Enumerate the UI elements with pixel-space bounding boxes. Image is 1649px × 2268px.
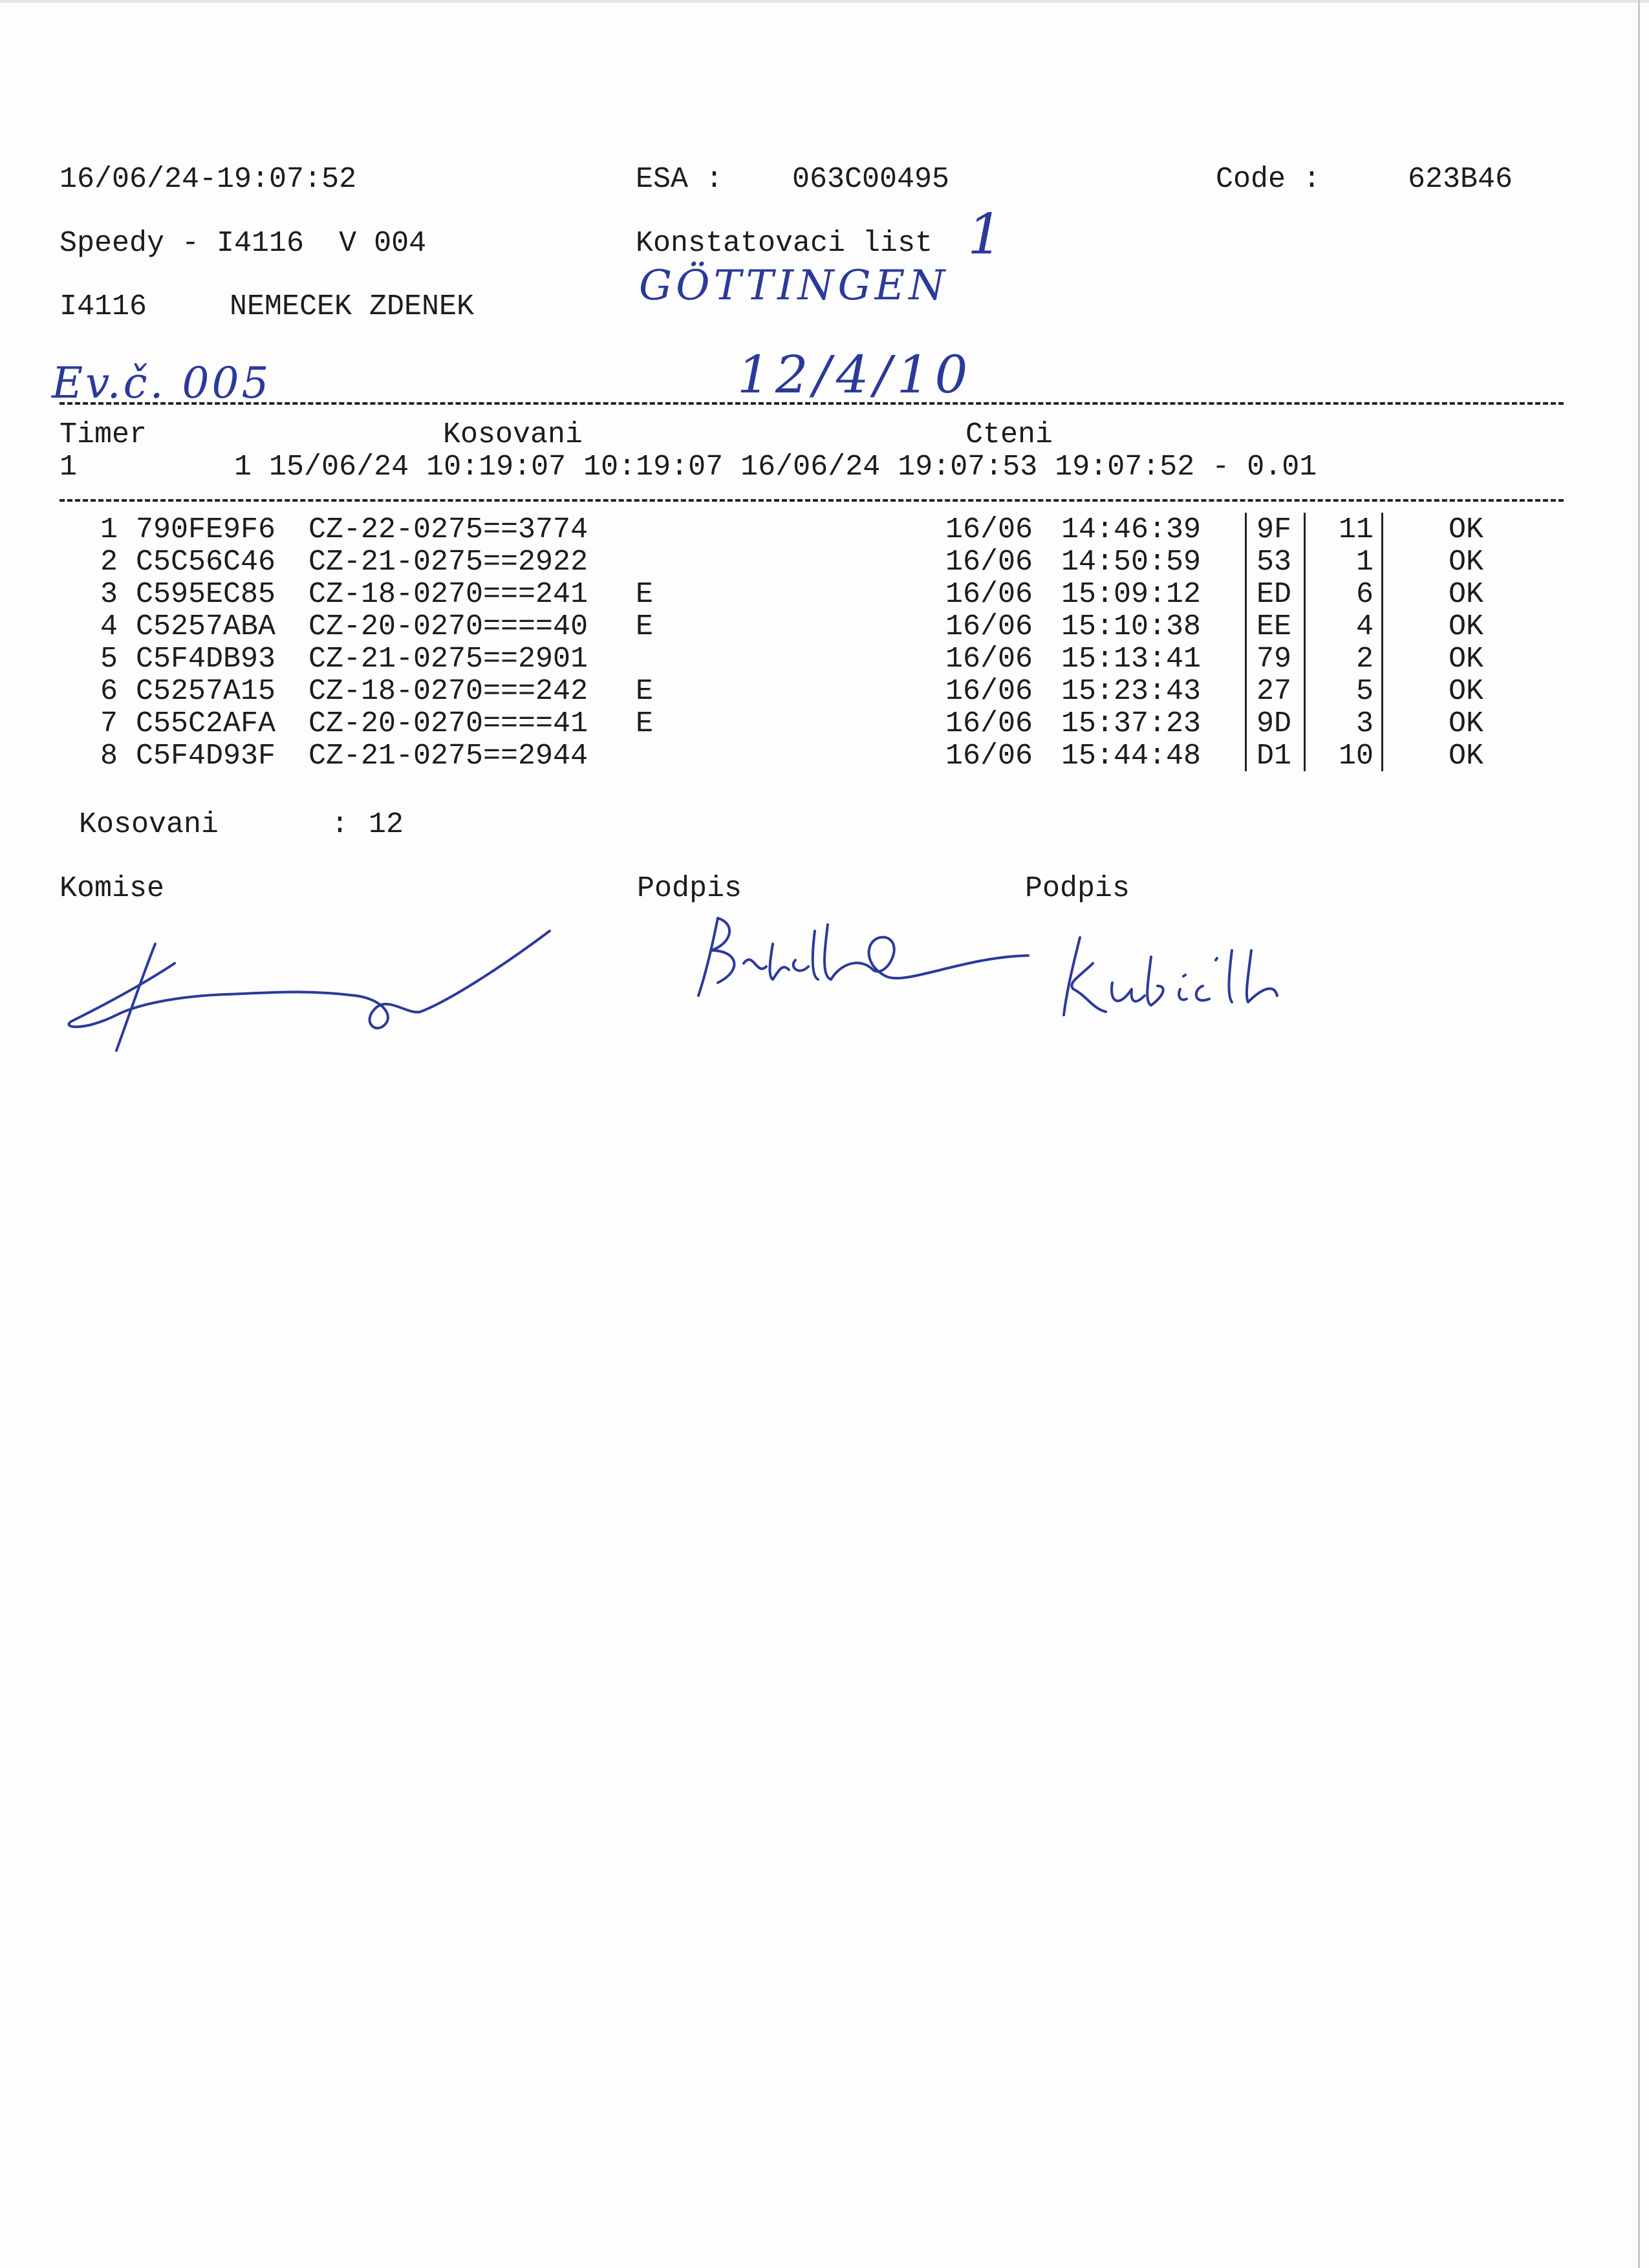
column-separator [1304,674,1306,707]
chip-id: C5257A15 [136,675,276,708]
table-row [0,580,1649,612]
antenna-code: 27 [1256,675,1292,708]
rank: 4 [1355,610,1374,643]
eligibility-flag: E [636,578,654,611]
ring-number: CZ-21-0275==2944 [308,740,588,773]
handwritten-location: GÖTTINGEN [639,262,949,310]
antenna-code: EE [1256,610,1292,643]
cteni-column-label: Cteni [965,418,1053,451]
arrival-date: 16/06 [945,610,1033,643]
column-separator [1304,545,1306,577]
column-separator [1381,545,1383,577]
column-separator [1381,642,1383,674]
row-number: 4 [100,610,118,643]
column-separator [1304,577,1306,610]
status: OK [1449,643,1484,676]
column-separator [1381,674,1383,707]
status: OK [1449,578,1484,611]
chip-id: C595EC85 [136,578,276,611]
system-version: Speedy - I4116 V 004 [59,227,427,260]
chip-id: C5C56C46 [136,546,276,579]
results-table [0,515,1649,774]
antenna-code: 9F [1256,513,1292,546]
rank: 1 [1355,546,1374,579]
antenna-code: 9D [1256,707,1292,740]
code-label: Code : [1216,163,1321,196]
row-number: 5 [100,643,118,676]
column-separator [1245,513,1247,545]
page-edge-top [0,0,1649,3]
breeder-name: NEMECEK ZDENEK [230,290,475,323]
podpis-signature-2 [1054,925,1352,1028]
column-separator [1245,707,1247,739]
status: OK [1449,707,1484,740]
arrival-time: 15:44:48 [1061,740,1202,773]
antenna-code: ED [1256,578,1292,611]
column-separator [1245,610,1247,642]
summary-value: 12 [369,808,404,841]
table-row [0,742,1649,774]
column-separator [1304,610,1306,642]
divider-bottom [59,499,1564,502]
row-number: 6 [100,675,118,708]
column-separator [1381,707,1383,739]
timer-line: 1 1 15/06/24 10:19:07 10:19:07 16/06/24 19:07:53 19:07:52 - 0.01 [59,451,1317,484]
handwritten-date-note: 12/4/10 [737,345,973,405]
column-separator [1304,739,1306,771]
ring-number: CZ-18-0270===241 [308,578,588,611]
column-separator [1381,513,1383,545]
status: OK [1449,610,1484,643]
row-number: 3 [100,578,118,611]
ring-number: CZ-22-0275==3774 [308,513,588,546]
rank: 3 [1355,707,1374,740]
chip-id: C5F4D93F [136,740,276,773]
rank: 6 [1355,578,1374,611]
status: OK [1449,675,1484,708]
rank: 5 [1355,675,1374,708]
column-separator [1304,707,1306,739]
komise-label: Komise [59,872,165,905]
ring-number: CZ-18-0270===242 [308,675,588,708]
chip-id: C5F4DB93 [136,643,276,676]
row-number: 7 [100,707,118,740]
arrival-time: 15:37:23 [1061,707,1202,740]
timer-label: Timer [59,418,147,451]
row-number: 2 [100,546,118,579]
komise-signature [58,918,563,1067]
ring-number: CZ-20-0270====40 [308,610,588,643]
summary-label: Kosovani [79,808,219,841]
arrival-time: 14:46:39 [1061,513,1202,546]
arrival-date: 16/06 [945,578,1033,611]
podpis-label-2: Podpis [1025,872,1130,905]
kosovani-column-label: Kosovani [443,418,583,451]
arrival-date: 16/06 [945,643,1033,676]
table-row [0,612,1649,645]
podpis-label-1: Podpis [637,872,742,905]
arrival-time: 14:50:59 [1061,546,1202,579]
arrival-date: 16/06 [945,707,1033,740]
row-number: 1 [100,513,118,546]
sheet-title: Konstatovaci list [636,227,933,260]
chip-id: C5257ABA [136,610,276,643]
table-row [0,677,1649,709]
table-row [0,709,1649,742]
column-separator [1381,739,1383,771]
column-separator [1381,577,1383,610]
ring-number: CZ-21-0275==2901 [308,643,588,676]
divider-top [59,402,1564,405]
arrival-time: 15:13:41 [1061,643,1202,676]
arrival-date: 16/06 [945,513,1033,546]
esa-label: ESA : [636,163,724,196]
summary-separator: : [331,808,349,841]
column-separator [1304,642,1306,674]
row-number: 8 [100,740,118,773]
eligibility-flag: E [636,610,654,643]
status: OK [1449,740,1484,773]
arrival-date: 16/06 [945,675,1033,708]
page-edge-right [1638,0,1640,2268]
status: OK [1449,546,1484,579]
column-separator [1245,674,1247,707]
table-row [0,645,1649,677]
eligibility-flag: E [636,707,654,740]
eligibility-flag: E [636,675,654,708]
ring-number: CZ-20-0270====41 [308,707,588,740]
chip-id: 790FE9F6 [136,513,276,546]
status: OK [1449,513,1484,546]
arrival-time: 15:10:38 [1061,610,1202,643]
column-separator [1245,739,1247,771]
column-separator [1245,642,1247,674]
arrival-time: 15:09:12 [1061,578,1202,611]
table-row [0,548,1649,580]
arrival-date: 16/06 [945,546,1033,579]
handwritten-entry-number: Ev.č. 005 [52,358,272,408]
column-separator [1245,545,1247,577]
breeder-id: I4116 [59,290,147,323]
arrival-date: 16/06 [945,740,1033,773]
podpis-signature-1 [692,905,1041,1009]
column-separator [1245,577,1247,610]
code-value: 623B46 [1408,163,1513,196]
ring-number: CZ-21-0275==2922 [308,546,588,579]
chip-id: C55C2AFA [136,707,276,740]
rank: 10 [1338,740,1374,773]
rank: 2 [1355,643,1374,676]
table-row [0,515,1649,548]
rank: 11 [1338,513,1374,546]
antenna-code: D1 [1256,740,1292,773]
arrival-time: 15:23:43 [1061,675,1202,708]
column-separator [1381,610,1383,642]
antenna-code: 53 [1256,546,1292,579]
handwritten-sheet-number: 1 [967,202,1003,267]
print-timestamp: 16/06/24-19:07:52 [59,163,357,196]
column-separator [1304,513,1306,545]
antenna-code: 79 [1256,643,1292,676]
esa-value: 063C00495 [792,163,950,196]
